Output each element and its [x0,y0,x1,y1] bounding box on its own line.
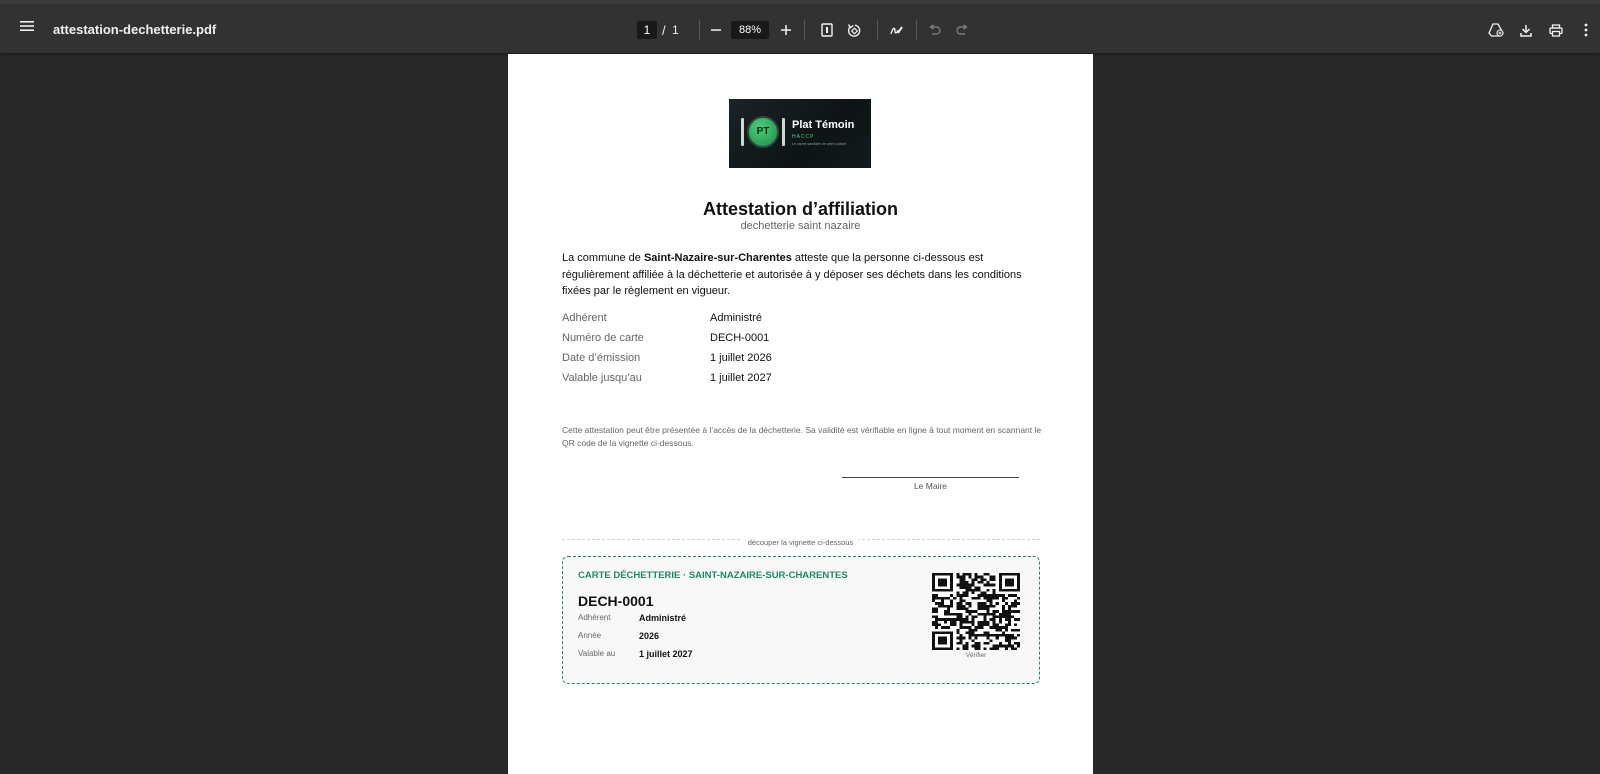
fit-page-icon[interactable] [817,20,837,40]
intro-text-start: La commune de [562,252,644,264]
card-header: CARTE DÉCHETTERIE · SAINT-NAZAIRE-SUR-CHARENTES [578,570,848,581]
plat-temoin-logo [729,99,871,168]
card-label-valid: Valable au [578,649,616,658]
qr-verify-label: Vérifier [965,652,987,659]
field-value-valid-until: 1 juillet 2027 [710,372,772,384]
card-value-valid: 1 juillet 2027 [639,649,693,659]
toolbar-divider [699,20,700,40]
card-value-year: 2026 [639,631,660,641]
page-total: 1 [672,23,679,37]
cut-label-text: découper la vignette ci-dessous [742,538,859,547]
field-label-valid-until: Valable jusqu’au [562,372,642,384]
card-label-year: Année [578,631,602,640]
download-icon[interactable] [1516,20,1536,40]
toolbar-divider [916,20,917,40]
cut-label [508,532,1093,550]
field-value-issue-date: 1 juillet 2026 [710,352,772,364]
print-icon[interactable] [1546,20,1566,40]
signature-line [842,477,1019,478]
toolbar-divider [804,20,805,40]
qr-code[interactable] [932,573,1020,650]
signature-label: Le Maire [913,481,948,491]
dechetterie-card [562,556,1040,684]
logo-name: Plat Témoin [792,119,855,131]
logo-subtitle: HACCP [792,134,815,140]
field-label-adherent: Adhérent [562,312,607,324]
field-value-card-number: DECH-0001 [710,332,770,344]
zoom-out-icon[interactable] [706,20,726,40]
validity-note: Cette attestation peut être présentée à l’accès de la déchetterie. Sa validité est vérifiable en ligne à tout moment en scannant le QR code de la vignette ci-dessous. [562,425,1042,448]
toolbar-divider [877,20,878,40]
draw-icon[interactable] [886,20,906,40]
document-subtitle: dechetterie saint nazaire [740,220,861,232]
zoom-level-input[interactable]: 88% [731,21,769,39]
document-filename: attestation-dechetterie.pdf [53,22,217,37]
zoom-in-icon[interactable] [776,20,796,40]
logo-tagline: Le carnet sanitaire de votre cuisine [792,142,847,146]
page-separator: / [662,23,666,38]
document-title: Attestation d’affiliation [703,199,898,219]
field-value-adherent: Administré [710,312,762,324]
intro-text-end: atteste que la personne ci-dessous est régulièrement affiliée à la déchetterie et autorisée à y déposer ses déchets dans les conditions fixées par le règlement en vigueur. [562,252,1022,297]
save-to-drive-icon[interactable] [1486,20,1506,40]
pdf-page [508,54,1093,774]
knife-icon [782,118,785,146]
commune-name: Saint-Nazaire-sur-Charentes [643,252,792,264]
rotate-icon[interactable] [844,20,864,40]
card-id: DECH-0001 [578,593,654,609]
more-options-icon[interactable] [1576,20,1596,40]
card-value-adherent: Administré [639,613,687,623]
redo-icon[interactable] [952,20,972,40]
field-label-card-number: Numéro de carte [562,332,644,344]
fork-icon [741,118,744,146]
pdf-toolbar [0,0,1600,53]
undo-icon[interactable] [924,20,944,40]
logo-badge: PT [747,116,779,148]
card-label-adherent: Adhérent [578,613,611,622]
intro-paragraph [562,250,1042,300]
menu-icon[interactable] [17,16,37,36]
field-label-issue-date: Date d’émission [562,352,641,364]
page-number-input[interactable]: 1 [637,21,657,39]
